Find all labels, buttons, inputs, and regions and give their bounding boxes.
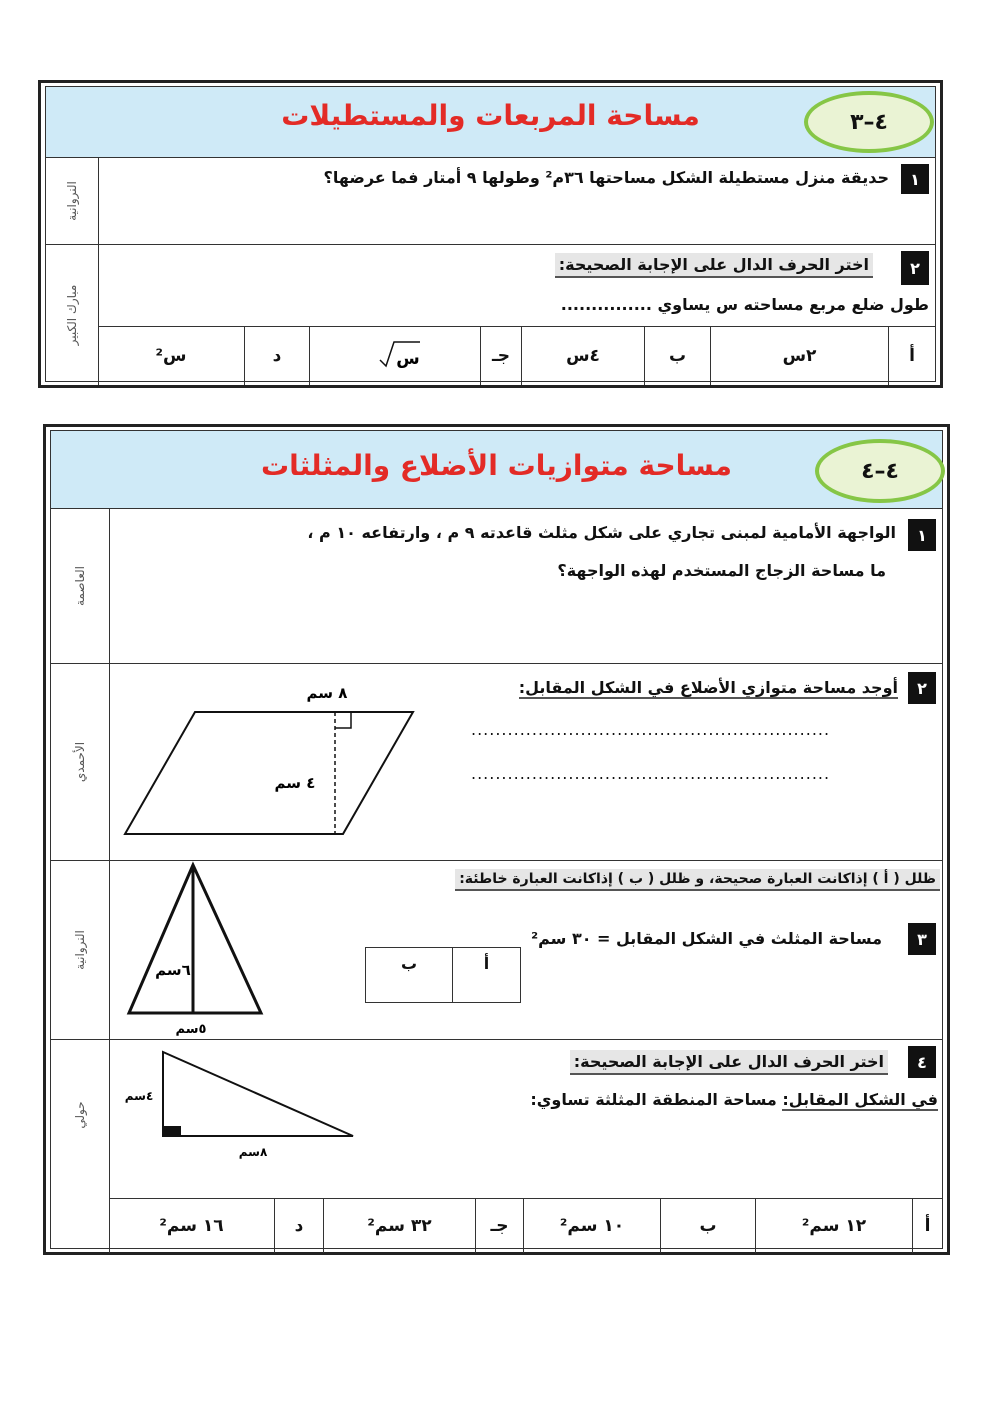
choice-d-letter[interactable]: د xyxy=(244,327,309,385)
question-row-2 xyxy=(51,664,942,861)
question-line-1: الواجهة الأمامية لمبنى تجاري على شكل مثلث قاعدته ٩ م ، وارتفاعه ١٠ م ، xyxy=(307,523,896,542)
side-label-cell xyxy=(51,509,110,663)
parallelogram-shape xyxy=(125,712,413,834)
question-number: ١ xyxy=(908,519,936,551)
question-row-2 xyxy=(46,245,935,385)
choice-d-value[interactable]: س² xyxy=(155,346,187,366)
instruction xyxy=(570,1052,888,1071)
choice-d-letter[interactable]: د xyxy=(274,1199,323,1253)
option-a-box[interactable]: أ xyxy=(452,948,520,1002)
instruction-text: اختر الحرف الدال على الإجابة الصحيحة: xyxy=(555,253,873,278)
instruction-text: ظلل ( أ ) إذاكانت العبارة صحيحة، و ظلل ( ب ) إذاكانت العبارة خاطئة: xyxy=(455,869,940,891)
height-label: ٦سم xyxy=(155,961,191,979)
section-squares-rectangles xyxy=(38,80,943,388)
side-label: مبارك الكبير xyxy=(65,284,79,346)
choice-c-value[interactable] xyxy=(309,327,480,385)
right-angle-mark xyxy=(335,712,351,728)
choice-b-value[interactable]: ٤س xyxy=(521,327,644,385)
question-row-3 xyxy=(51,861,942,1040)
section-parallelograms-triangles xyxy=(43,424,950,1255)
section-inner xyxy=(45,86,936,382)
side-label: حولي xyxy=(73,1100,87,1129)
choice-a-letter[interactable]: أ xyxy=(912,1199,942,1253)
sqrt-symbol-icon xyxy=(350,336,440,376)
instruction xyxy=(555,255,873,274)
question-row-1 xyxy=(46,158,935,245)
choice-c-value[interactable]: ٣٢ سم² xyxy=(323,1199,475,1253)
answer-choices xyxy=(109,1198,942,1253)
side-label: النروانية xyxy=(73,930,87,970)
side-label: النروانية xyxy=(65,181,79,221)
triangle-shape xyxy=(129,865,261,1013)
option-b-box[interactable]: ب xyxy=(400,954,418,973)
section-header xyxy=(46,87,935,158)
answer-line-2[interactable]: ........................................................... xyxy=(471,764,831,783)
question-text: مساحة المثلث في الشكل المقابل = ٣٠ سم² xyxy=(531,929,882,948)
side-label-cell xyxy=(46,158,99,244)
side-label-cell xyxy=(51,861,110,1039)
question-text xyxy=(519,678,898,697)
right-triangle-figure xyxy=(117,1040,387,1160)
height-label: ٤سم xyxy=(124,1089,154,1103)
question-number: ١ xyxy=(901,164,929,194)
question-text-span: أوجد مساحة متوازي الأضلاع في الشكل المقابل: xyxy=(518,678,898,697)
base-label: ٨ سم xyxy=(306,684,348,702)
choice-c-letter[interactable]: جـ xyxy=(475,1199,523,1253)
question-text xyxy=(530,1090,938,1109)
side-label: العاصمة xyxy=(73,566,87,606)
question-number: ٢ xyxy=(908,672,936,704)
side-label-cell xyxy=(46,245,99,385)
choice-b-letter[interactable]: ب xyxy=(660,1199,755,1253)
question-number: ٢ xyxy=(901,251,929,285)
base-label: ٥سم xyxy=(175,1022,207,1037)
right-triangle-shape xyxy=(163,1052,353,1136)
choice-b-value[interactable]: ١٠ سم² xyxy=(523,1199,660,1253)
side-label-cell xyxy=(51,1040,110,1253)
choice-d-value[interactable]: ١٦ سم² xyxy=(159,1216,224,1236)
choice-b-letter[interactable]: ب xyxy=(644,327,710,385)
svg-text:س: س xyxy=(396,349,420,369)
answer-line-1[interactable]: ........................................................... xyxy=(471,720,831,739)
question-text: طول ضلع مربع مساحته س يساوي ............... xyxy=(560,295,929,314)
prefix-text: في الشكل المقابل: xyxy=(782,1090,938,1109)
choice-a-value[interactable]: ٢س xyxy=(710,327,888,385)
question-number: ٤ xyxy=(908,1046,936,1078)
base-label: ٨سم xyxy=(238,1145,268,1159)
body-text: مساحة المنطقة المثلثة تساوي: xyxy=(530,1090,777,1109)
height-label: ٤ سم xyxy=(274,774,316,792)
answer-choices xyxy=(98,326,935,385)
instruction xyxy=(455,871,940,887)
choice-a-value[interactable]: ١٢ سم² xyxy=(755,1199,912,1253)
instruction-text: اختر الحرف الدال على الإجابة الصحيحة: xyxy=(570,1050,888,1075)
right-angle-mark xyxy=(163,1126,181,1136)
section-header xyxy=(51,431,942,509)
side-label-cell xyxy=(51,664,110,860)
parallelogram-figure xyxy=(117,672,427,852)
question-text: حديقة منزل مستطيلة الشكل مساحتها ٣٦م² وطولها ٩ أمتار فما عرضها؟ xyxy=(323,168,889,187)
question-line-2: ما مساحة الزجاج المستخدم لهذه الواجهة؟ xyxy=(557,561,886,580)
side-label: الأحمدي xyxy=(73,741,87,783)
question-row-4 xyxy=(51,1040,942,1253)
choice-a-letter[interactable]: أ xyxy=(888,327,935,385)
triangle-figure xyxy=(121,861,271,1037)
section-inner xyxy=(50,430,943,1249)
question-number: ٣ xyxy=(908,923,936,955)
section-title: مساحة متوازيات الأضلاع والمثلثات xyxy=(260,449,733,482)
lesson-badge: ٤–٤ xyxy=(815,439,945,503)
true-false-boxes xyxy=(365,947,521,1003)
question-row-1 xyxy=(51,509,942,664)
section-title: مساحة المربعات والمستطيلات xyxy=(281,99,700,132)
choice-c-letter[interactable]: جـ xyxy=(480,327,521,385)
lesson-badge: ٤–٣ xyxy=(804,91,934,153)
